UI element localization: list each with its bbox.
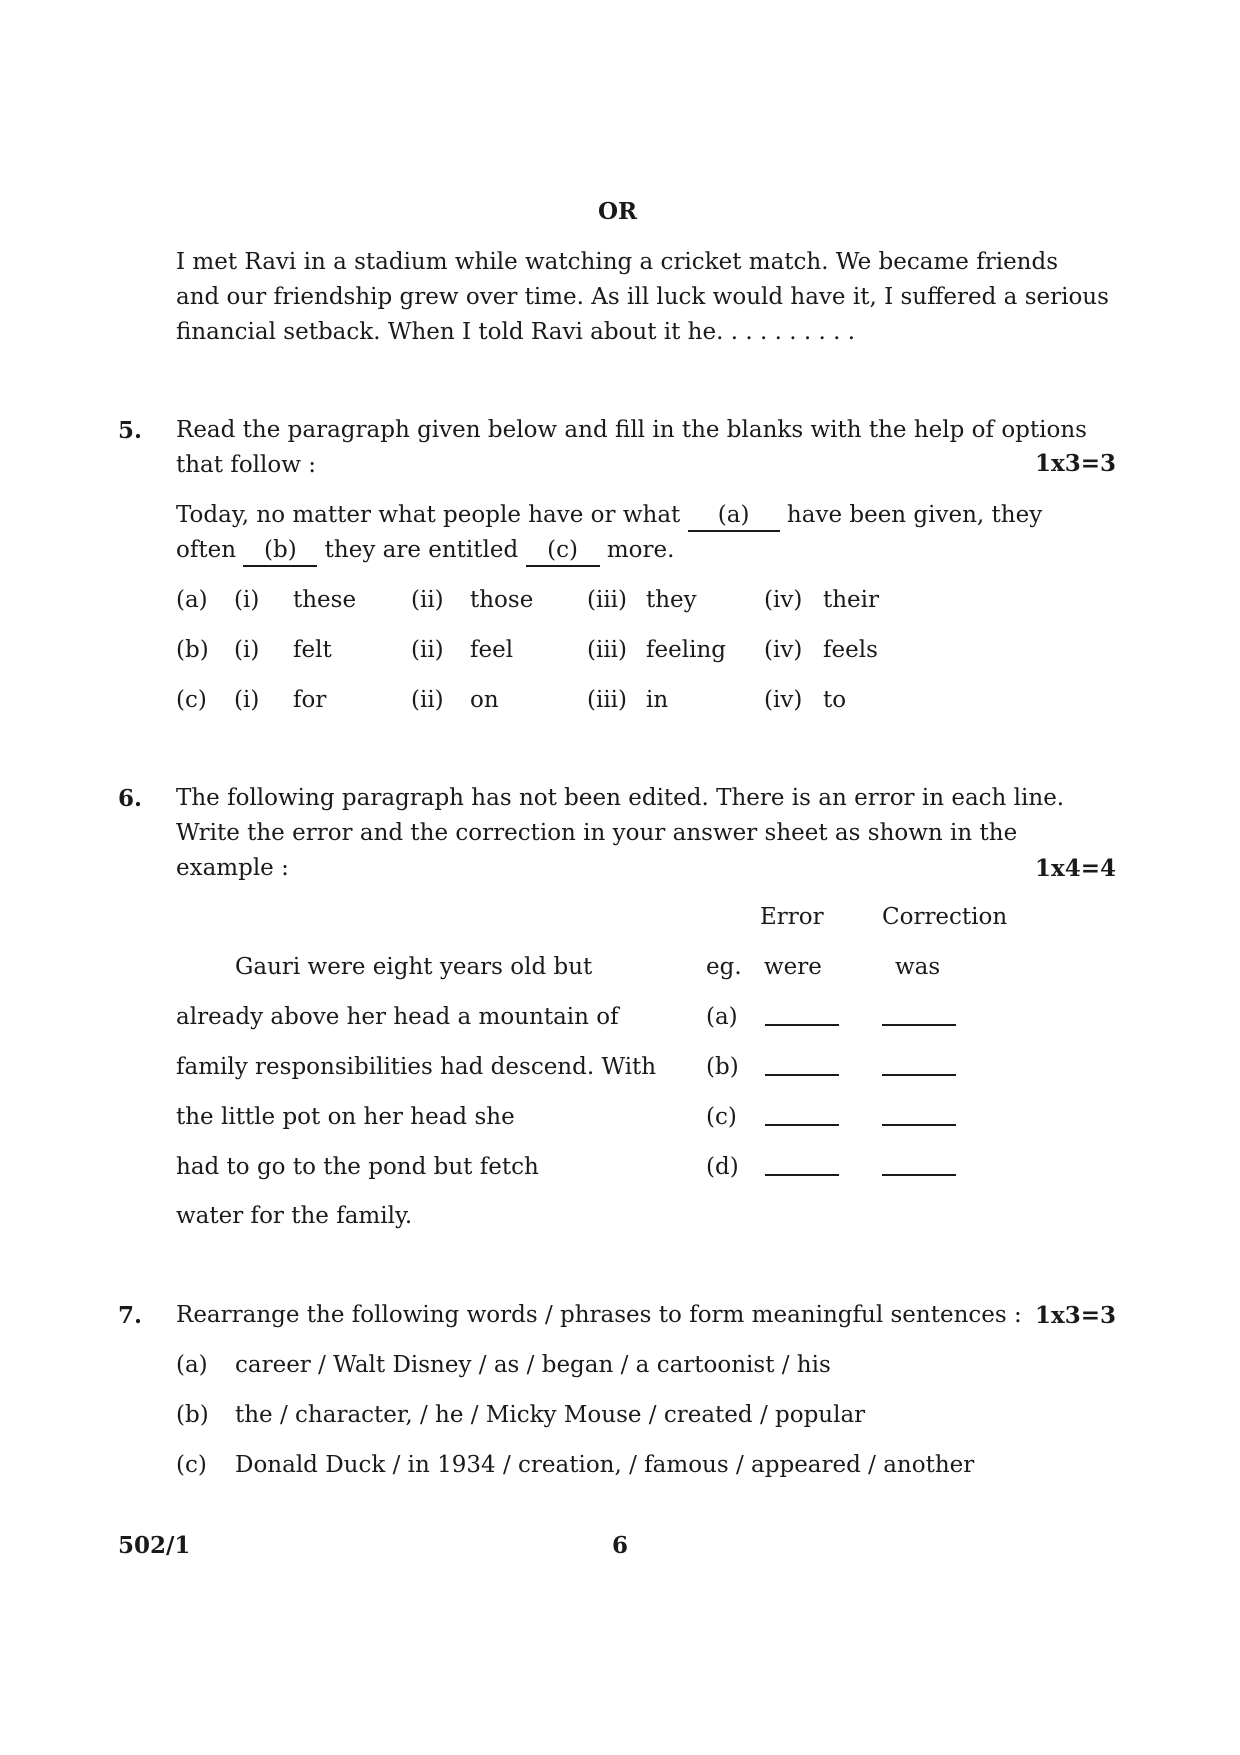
correction-answer-line [882,1024,956,1026]
choice-word: for [293,687,327,713]
choice-number: (iv) [764,687,803,713]
q6-instruction-line-3: example : [176,855,289,881]
choice-word: feels [823,637,878,663]
choice-number: (i) [234,587,260,613]
q5-passage-text: have been given, they [786,502,1043,528]
choice-word: those [470,587,534,613]
choice-number: (ii) [411,587,444,613]
correction-answer-line [882,1174,956,1176]
or-passage-line-1: I met Ravi in a stadium while watching a cricket match. We became friends [176,249,1059,275]
choice-number: (iv) [764,637,803,663]
choice-number: (i) [234,637,260,663]
option-label: (b) [176,637,209,663]
q7-marks: 1x3=3 [1035,1302,1116,1329]
choice-word: in [646,687,669,713]
q5-passage-text: they are entitled [324,537,519,563]
item-label: (c) [176,1452,207,1478]
choice-word: to [823,687,847,713]
paragraph-line: the little pot on her head she [176,1104,515,1130]
paragraph-line: family responsibilities had descend. With [176,1054,657,1080]
or-heading: OR [598,198,638,225]
choice-number: (ii) [411,687,444,713]
choice-word: feel [470,637,514,663]
choice-word: on [470,687,499,713]
choice-number: (i) [234,687,260,713]
paper-code: 502/1 [118,1532,191,1559]
q6-instruction-line-1: The following paragraph has not been edited. There is an error in each line. [176,785,1065,811]
q5-passage-line-2 [176,539,674,562]
item-label: (a) [176,1352,208,1378]
item-text: the / character, / he / Micky Mouse / created / popular [235,1402,866,1428]
choice-number: (iii) [587,587,628,613]
choice-word: felt [293,637,332,663]
or-passage-line-3: financial setback. When I told Ravi about it he. . . . . . . . . . [176,319,856,345]
q5-passage-text: Today, no matter what people have or what [176,502,681,528]
q5-marks: 1x3=3 [1035,450,1116,477]
row-label: (d) [706,1154,739,1180]
row-label: eg. [706,954,742,980]
paragraph-line: had to go to the pond but fetch [176,1154,539,1180]
option-label: (a) [176,587,208,613]
correction-answer-line [882,1074,956,1076]
q5-number: 5. [118,417,143,444]
q6-number: 6. [118,785,143,812]
q5-blank-b: (b) [243,539,317,562]
q5-instruction-line-2: that follow : [176,452,316,478]
choice-word: these [293,587,357,613]
q5-blank-a: (a) [688,504,780,527]
choice-word: their [823,587,880,613]
q5-instruction-line-1: Read the paragraph given below and fill in the blanks with the help of options [176,417,1087,443]
paragraph-line: water for the family. [176,1203,413,1229]
page-number: 6 [612,1532,629,1559]
q5-passage-text: more. [606,537,675,563]
correction-answer-line [882,1124,956,1126]
error-answer-line [765,1174,839,1176]
paragraph-line: Gauri were eight years old but [235,954,593,980]
choice-word: they [646,587,697,613]
error-answer-line [765,1124,839,1126]
error-answer-line [765,1024,839,1026]
error-answer-line [765,1074,839,1076]
or-passage-line-2: and our friendship grew over time. As ill luck would have it, I suffered a serious [176,284,1109,310]
q5-passage-text: often [176,537,237,563]
q5-passage-line-1 [176,504,1042,527]
q6-instruction-line-2: Write the error and the correction in your answer sheet as shown in the [176,820,1018,846]
choice-number: (ii) [411,637,444,663]
q5-blank-c: (c) [526,539,600,562]
q7-number: 7. [118,1302,143,1329]
example-error: were [764,954,822,980]
row-label: (a) [706,1004,738,1030]
row-label: (b) [706,1054,739,1080]
choice-word: feeling [646,637,726,663]
q6-marks: 1x4=4 [1035,855,1116,882]
choice-number: (iii) [587,687,628,713]
item-text: career / Walt Disney / as / began / a cartoonist / his [235,1352,831,1378]
row-label: (c) [706,1104,737,1130]
paragraph-line: already above her head a mountain of [176,1004,619,1030]
q7-instruction: Rearrange the following words / phrases to form meaningful sentences : [176,1302,1022,1328]
choice-number: (iv) [764,587,803,613]
error-column-header: Error [760,904,824,930]
item-label: (b) [176,1402,209,1428]
choice-number: (iii) [587,637,628,663]
correction-column-header: Correction [882,904,1008,930]
option-label: (c) [176,687,207,713]
example-correction: was [895,954,941,980]
item-text: Donald Duck / in 1934 / creation, / famous / appeared / another [235,1452,975,1478]
